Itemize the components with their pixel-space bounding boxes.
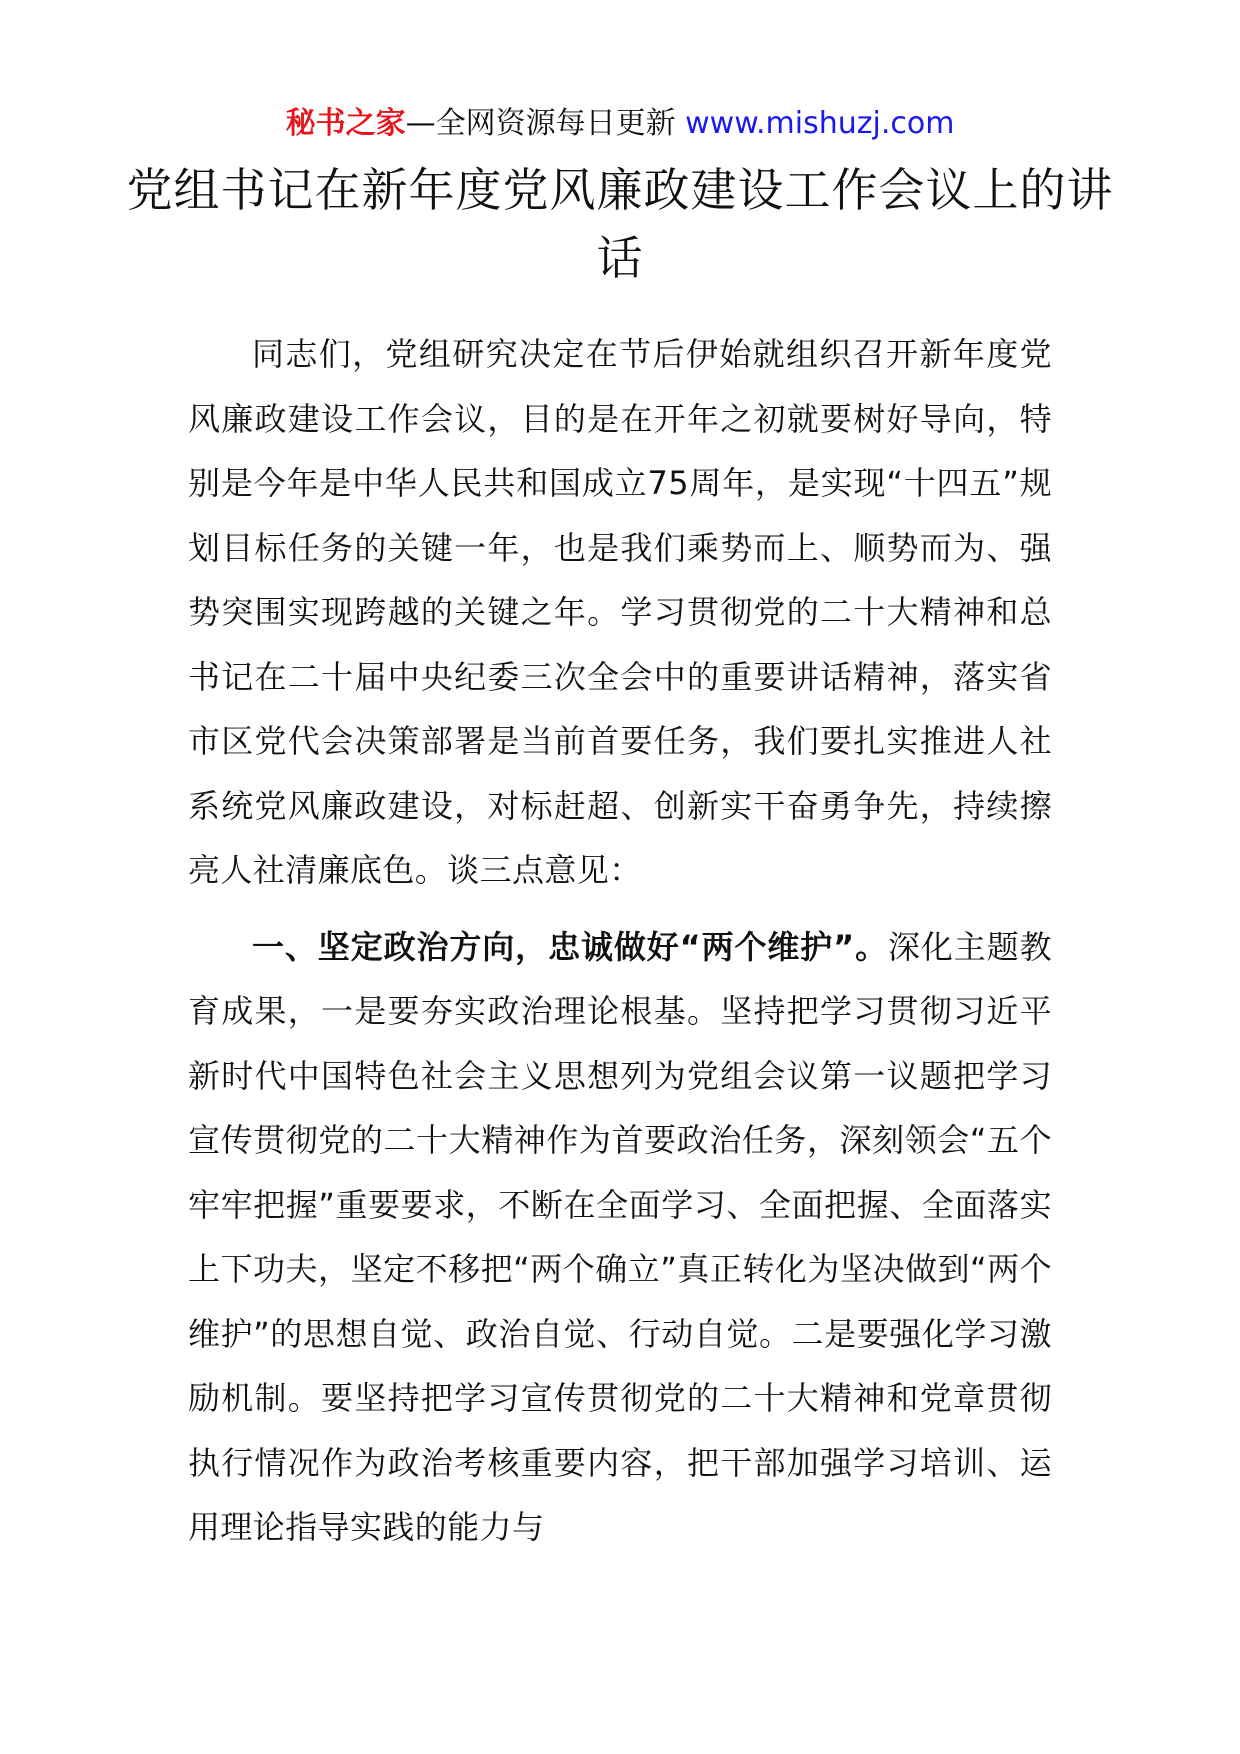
section-one-heading: 一、坚定政治方向，忠诚做好“两个维护”。 bbox=[252, 927, 888, 966]
section-one-text: 深化主题教育成果，一是要夯实政治理论根基。坚持把学习贯彻习近平新时代中国特色社会主义思想列为党组会议第一议题把学习宣传贯彻党的二十大精神作为首要政治任务，深刻领会“五个牢牢把握”重要要求，不断在全面学习、全面把握、全面落实上下功夫，坚定不移把“两个确立”真正转化为坚决做到“两个维护”的思想自觉、政治自觉、行动自觉。二是要强化学习激励机制。要坚持把学习宣传贯彻党的二十大精神和党章贯彻执行情况作为政治考核重要内容，把干部加强学习培训、运用理论指导实践的能力与 bbox=[188, 927, 1052, 1546]
site-header bbox=[0, 102, 1240, 146]
document-title: 党组书记在新年度党风廉政建设工作会议上的讲话 bbox=[126, 163, 1114, 285]
document-body bbox=[188, 322, 1052, 1560]
brand-name: 秘书之家 bbox=[285, 106, 406, 141]
paragraph-text: 同志们，党组研究决定在节后伊始就组织召开新年度党风廉政建设工作会议，目的是在开年之初就要树好导向，特别是今年是中华人民共和国成立75周年，是实现“十四五”规划目标任务的关键一年，也是我们乘势而上、顺势而为、强势突围实现跨越的关键之年。学习贯彻党的二十大精神和总书记在二十届中央纪委三次全会中的重要讲话精神，落实省市区党代会决策部署是当前首要任务，我们要扎实推进人社系统党风廉政建设，对标赶超、创新实干奋勇争先，持续擦亮人社清廉底色。谈三点意见： bbox=[188, 335, 1052, 889]
header-slogan: —全网资源每日更新 bbox=[405, 106, 686, 141]
intro-paragraph bbox=[188, 322, 1052, 903]
section-one-paragraph bbox=[188, 915, 1052, 1560]
website-link[interactable]: www.mishuzj.com bbox=[685, 106, 955, 141]
